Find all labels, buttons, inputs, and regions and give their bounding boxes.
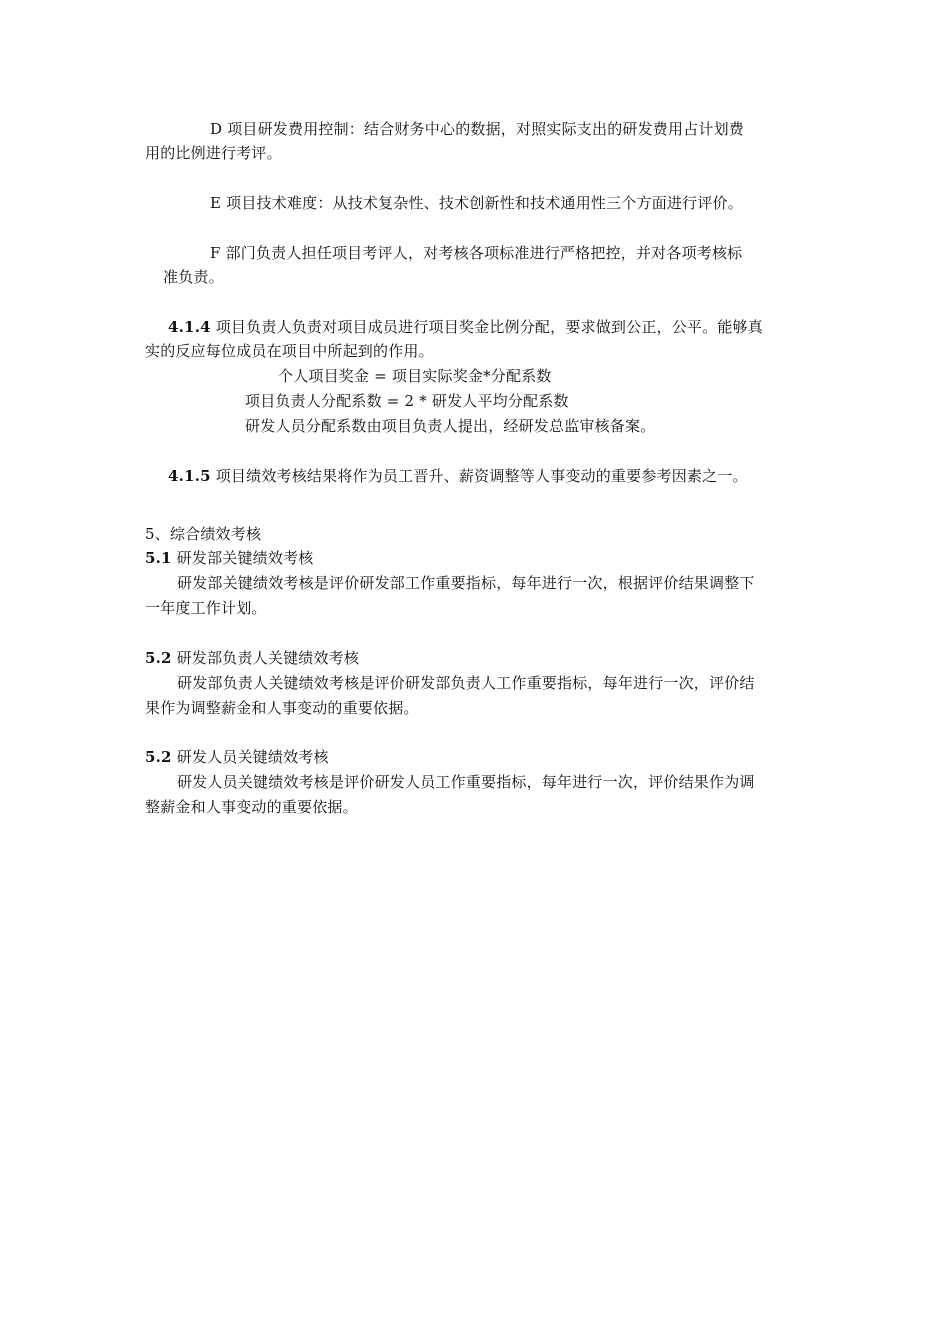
section-415-line xyxy=(168,464,748,488)
section-51-heading-text: 研发部关键绩效考核 xyxy=(171,549,314,567)
section-52a-line-2: 果作为调整薪金和人事变动的重要依据。 xyxy=(145,699,419,717)
section-414-line-2: 实的反应每位成员在项目中所起到的作用。 xyxy=(145,342,434,360)
formula-leader-coefficient: 项目负责人分配系数 = 2 * 研发人平均分配系数 xyxy=(245,392,569,410)
section-52a-heading-text: 研发部负责人关键绩效考核 xyxy=(171,649,360,667)
section-f-line-2: 准负责。 xyxy=(163,268,224,286)
section-e-line-1: E 项目技术难度：从技术复杂性、技术创新性和技术通用性三个方面进行评价。 xyxy=(210,194,743,212)
section-52a-line-1: 研发部负责人关键绩效考核是评价研发部负责人工作重要指标，每年进行一次，评价结 xyxy=(177,674,755,692)
section-414-text: 项目负责人负责对项目成员进行项目奖金比例分配，要求做到公正，公平。能够真 xyxy=(210,318,763,336)
section-52a-number: 5.2 xyxy=(145,649,172,667)
section-51-line-1: 研发部关键绩效考核是评价研发部工作重要指标，每年进行一次，根据评价结果调整下 xyxy=(177,574,755,592)
section-52b-number: 5.2 xyxy=(145,748,172,766)
section-51-line-2: 一年度工作计划。 xyxy=(145,599,267,617)
formula-member-coefficient: 研发人员分配系数由项目负责人提出，经研发总监审核备案。 xyxy=(245,417,656,435)
section-52a-heading xyxy=(145,646,359,670)
section-414-line-1 xyxy=(168,315,763,339)
section-52b-heading xyxy=(145,745,329,769)
section-f-line-1: F 部门负责人担任项目考评人，对考核各项标准进行严格把控，并对各项考核标 xyxy=(210,244,743,262)
section-5-title: 5、综合绩效考核 xyxy=(145,525,262,543)
section-52b-line-1: 研发人员关键绩效考核是评价研发人员工作重要指标，每年进行一次，评价结果作为调 xyxy=(177,773,755,791)
section-d-line-2: 用的比例进行考评。 xyxy=(145,144,282,162)
section-415-text: 项目绩效考核结果将作为员工晋升、薪资调整等人事变动的重要参考因素之一。 xyxy=(210,467,748,485)
section-415-number: 4.1.5 xyxy=(168,467,211,485)
section-414-number: 4.1.4 xyxy=(168,318,211,336)
formula-personal-bonus: 个人项目奖金 = 项目实际奖金*分配系数 xyxy=(278,367,552,385)
section-52b-heading-text: 研发人员关键绩效考核 xyxy=(171,748,329,766)
section-52b-line-2: 整薪金和人事变动的重要依据。 xyxy=(145,798,358,816)
section-d-line-1: D 项目研发费用控制：结合财务中心的数据，对照实际支出的研发费用占计划费 xyxy=(210,120,744,138)
section-51-heading xyxy=(145,546,313,570)
section-51-number: 5.1 xyxy=(145,549,172,567)
